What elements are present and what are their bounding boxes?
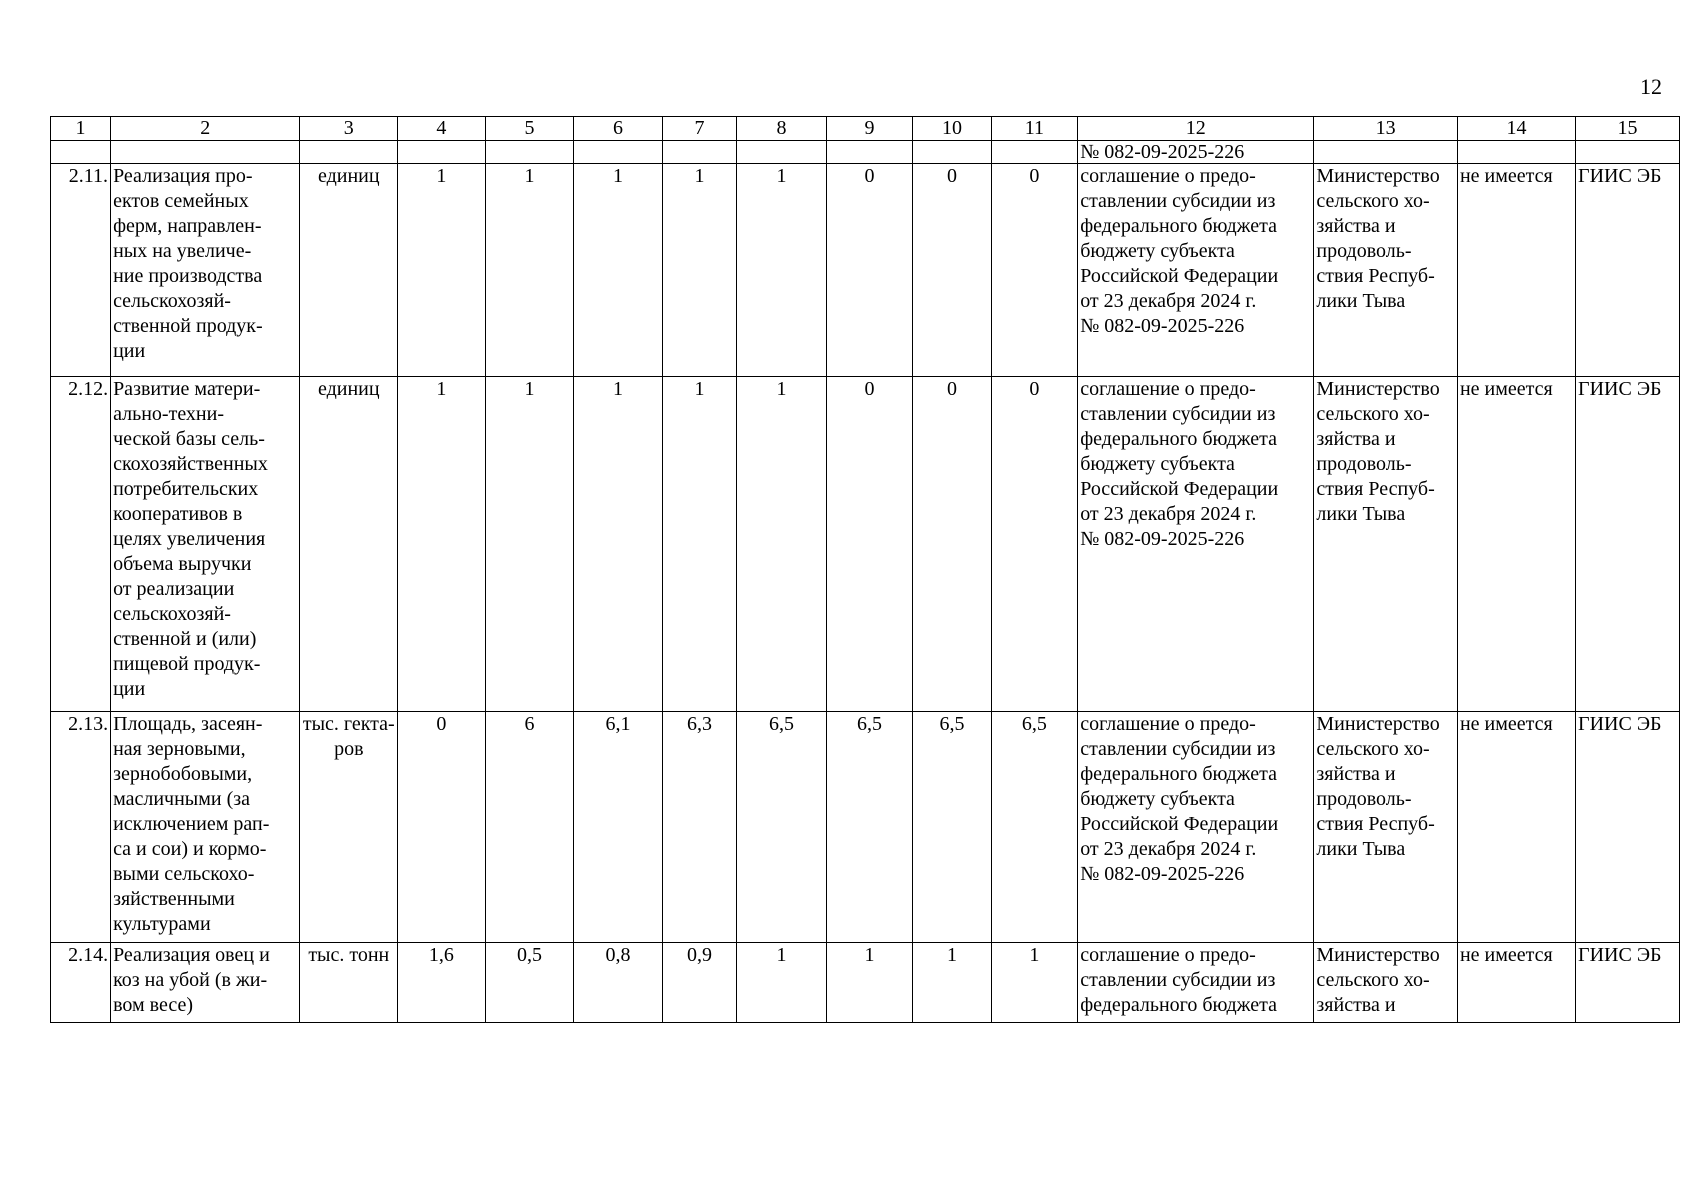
column-number: 2 <box>111 117 300 141</box>
indicator-name: Площадь, засеян- ная зерновыми, зернобобовыми, масличными (за исключением рап- са и сои) и кормо- выми сельскохо- зяйственными культурами <box>111 712 300 943</box>
column-number: 8 <box>737 117 827 141</box>
column-14-value: не имеется <box>1457 712 1575 943</box>
value-cell: 0 <box>991 377 1078 712</box>
value-cell: 1 <box>398 377 486 712</box>
table-row <box>51 712 1680 943</box>
table-row <box>51 164 1680 377</box>
responsible-body: Министерство сельского хо- зяйства и <box>1314 943 1458 1023</box>
column-number: 7 <box>662 117 736 141</box>
value-cell: 0 <box>826 164 913 377</box>
row-index: 2.11. <box>51 164 111 377</box>
page-number: 12 <box>1640 74 1662 99</box>
value-cell: 1 <box>737 377 827 712</box>
column-number: 5 <box>485 117 574 141</box>
column-number: 1 <box>51 117 111 141</box>
unit-of-measure: единиц <box>300 164 398 377</box>
value-cell: 1 <box>398 164 486 377</box>
column-number-row <box>51 117 1680 141</box>
column-number: 6 <box>574 117 663 141</box>
value-cell: 1 <box>485 164 574 377</box>
info-system: ГИИС ЭБ <box>1576 712 1680 943</box>
value-cell: 6,5 <box>826 712 913 943</box>
value-cell: 1 <box>574 164 663 377</box>
value-cell: 6 <box>485 712 574 943</box>
column-number: 12 <box>1078 117 1314 141</box>
value-cell: 0 <box>913 377 991 712</box>
column-number: 3 <box>300 117 398 141</box>
continuation-agreement-number: № 082-09-2025-226 <box>1078 141 1314 164</box>
column-14-value: не имеется <box>1457 943 1575 1023</box>
indicator-name: Реализация овец и коз на убой (в жи- вом весе) <box>111 943 300 1023</box>
responsible-body: Министерство сельского хо- зяйства и продоволь- ствия Респуб- лики Тыва <box>1314 164 1458 377</box>
value-cell: 1 <box>574 377 663 712</box>
info-system: ГИИС ЭБ <box>1576 377 1680 712</box>
info-system: ГИИС ЭБ <box>1576 164 1680 377</box>
indicators-table <box>50 116 1680 1023</box>
value-cell: 1 <box>485 377 574 712</box>
value-cell: 1 <box>662 164 736 377</box>
basis-document: соглашение о предо- ставлении субсидии из федерального бюджета бюджету субъекта Российской Федерации от 23 декабря 2024 г. № 082-09-2025-226 <box>1078 377 1314 712</box>
indicator-name: Развитие матери- ально-техни- ческой базы сель- скохозяйственных потребительских кооперативов в целях увеличения объема выручки от реализации сельскохозяй- ственной и (или) пищевой продук- ции <box>111 377 300 712</box>
value-cell: 6,1 <box>574 712 663 943</box>
row-index: 2.13. <box>51 712 111 943</box>
column-14-value: не имеется <box>1457 377 1575 712</box>
responsible-body: Министерство сельского хо- зяйства и продоволь- ствия Респуб- лики Тыва <box>1314 377 1458 712</box>
value-cell: 1 <box>826 943 913 1023</box>
table-row <box>51 377 1680 712</box>
value-cell: 1 <box>991 943 1078 1023</box>
unit-of-measure: тыс. тонн <box>300 943 398 1023</box>
value-cell: 0,5 <box>485 943 574 1023</box>
indicator-name: Реализация про- ектов семейных ферм, направлен- ных на увеличе- ние производства сельскохозяй- ственной продук- ции <box>111 164 300 377</box>
column-number: 9 <box>826 117 913 141</box>
value-cell: 0 <box>826 377 913 712</box>
value-cell: 1,6 <box>398 943 486 1023</box>
basis-document: соглашение о предо- ставлении субсидии из федерального бюджета бюджету субъекта Российской Федерации от 23 декабря 2024 г. № 082-09-2025-226 <box>1078 712 1314 943</box>
value-cell: 1 <box>737 164 827 377</box>
value-cell: 0,8 <box>574 943 663 1023</box>
info-system: ГИИС ЭБ <box>1576 943 1680 1023</box>
row-index: 2.14. <box>51 943 111 1023</box>
unit-of-measure: единиц <box>300 377 398 712</box>
column-number: 14 <box>1457 117 1575 141</box>
basis-document: соглашение о предо- ставлении субсидии из федерального бюджета <box>1078 943 1314 1023</box>
value-cell: 6,5 <box>737 712 827 943</box>
value-cell: 0 <box>398 712 486 943</box>
value-cell: 6,3 <box>662 712 736 943</box>
column-14-value: не имеется <box>1457 164 1575 377</box>
value-cell: 1 <box>913 943 991 1023</box>
unit-of-measure: тыс. гекта- ров <box>300 712 398 943</box>
continuation-row <box>51 141 1680 164</box>
column-number: 4 <box>398 117 486 141</box>
value-cell: 6,5 <box>991 712 1078 943</box>
column-number: 15 <box>1576 117 1680 141</box>
value-cell: 1 <box>737 943 827 1023</box>
value-cell: 6,5 <box>913 712 991 943</box>
column-number: 10 <box>913 117 991 141</box>
value-cell: 0 <box>913 164 991 377</box>
column-number: 13 <box>1314 117 1458 141</box>
row-index: 2.12. <box>51 377 111 712</box>
responsible-body: Министерство сельского хо- зяйства и продоволь- ствия Респуб- лики Тыва <box>1314 712 1458 943</box>
value-cell: 0 <box>991 164 1078 377</box>
value-cell: 0,9 <box>662 943 736 1023</box>
value-cell: 1 <box>662 377 736 712</box>
table-row <box>51 943 1680 1023</box>
basis-document: соглашение о предо- ставлении субсидии из федерального бюджета бюджету субъекта Российской Федерации от 23 декабря 2024 г. № 082-09-2025-226 <box>1078 164 1314 377</box>
column-number: 11 <box>991 117 1078 141</box>
